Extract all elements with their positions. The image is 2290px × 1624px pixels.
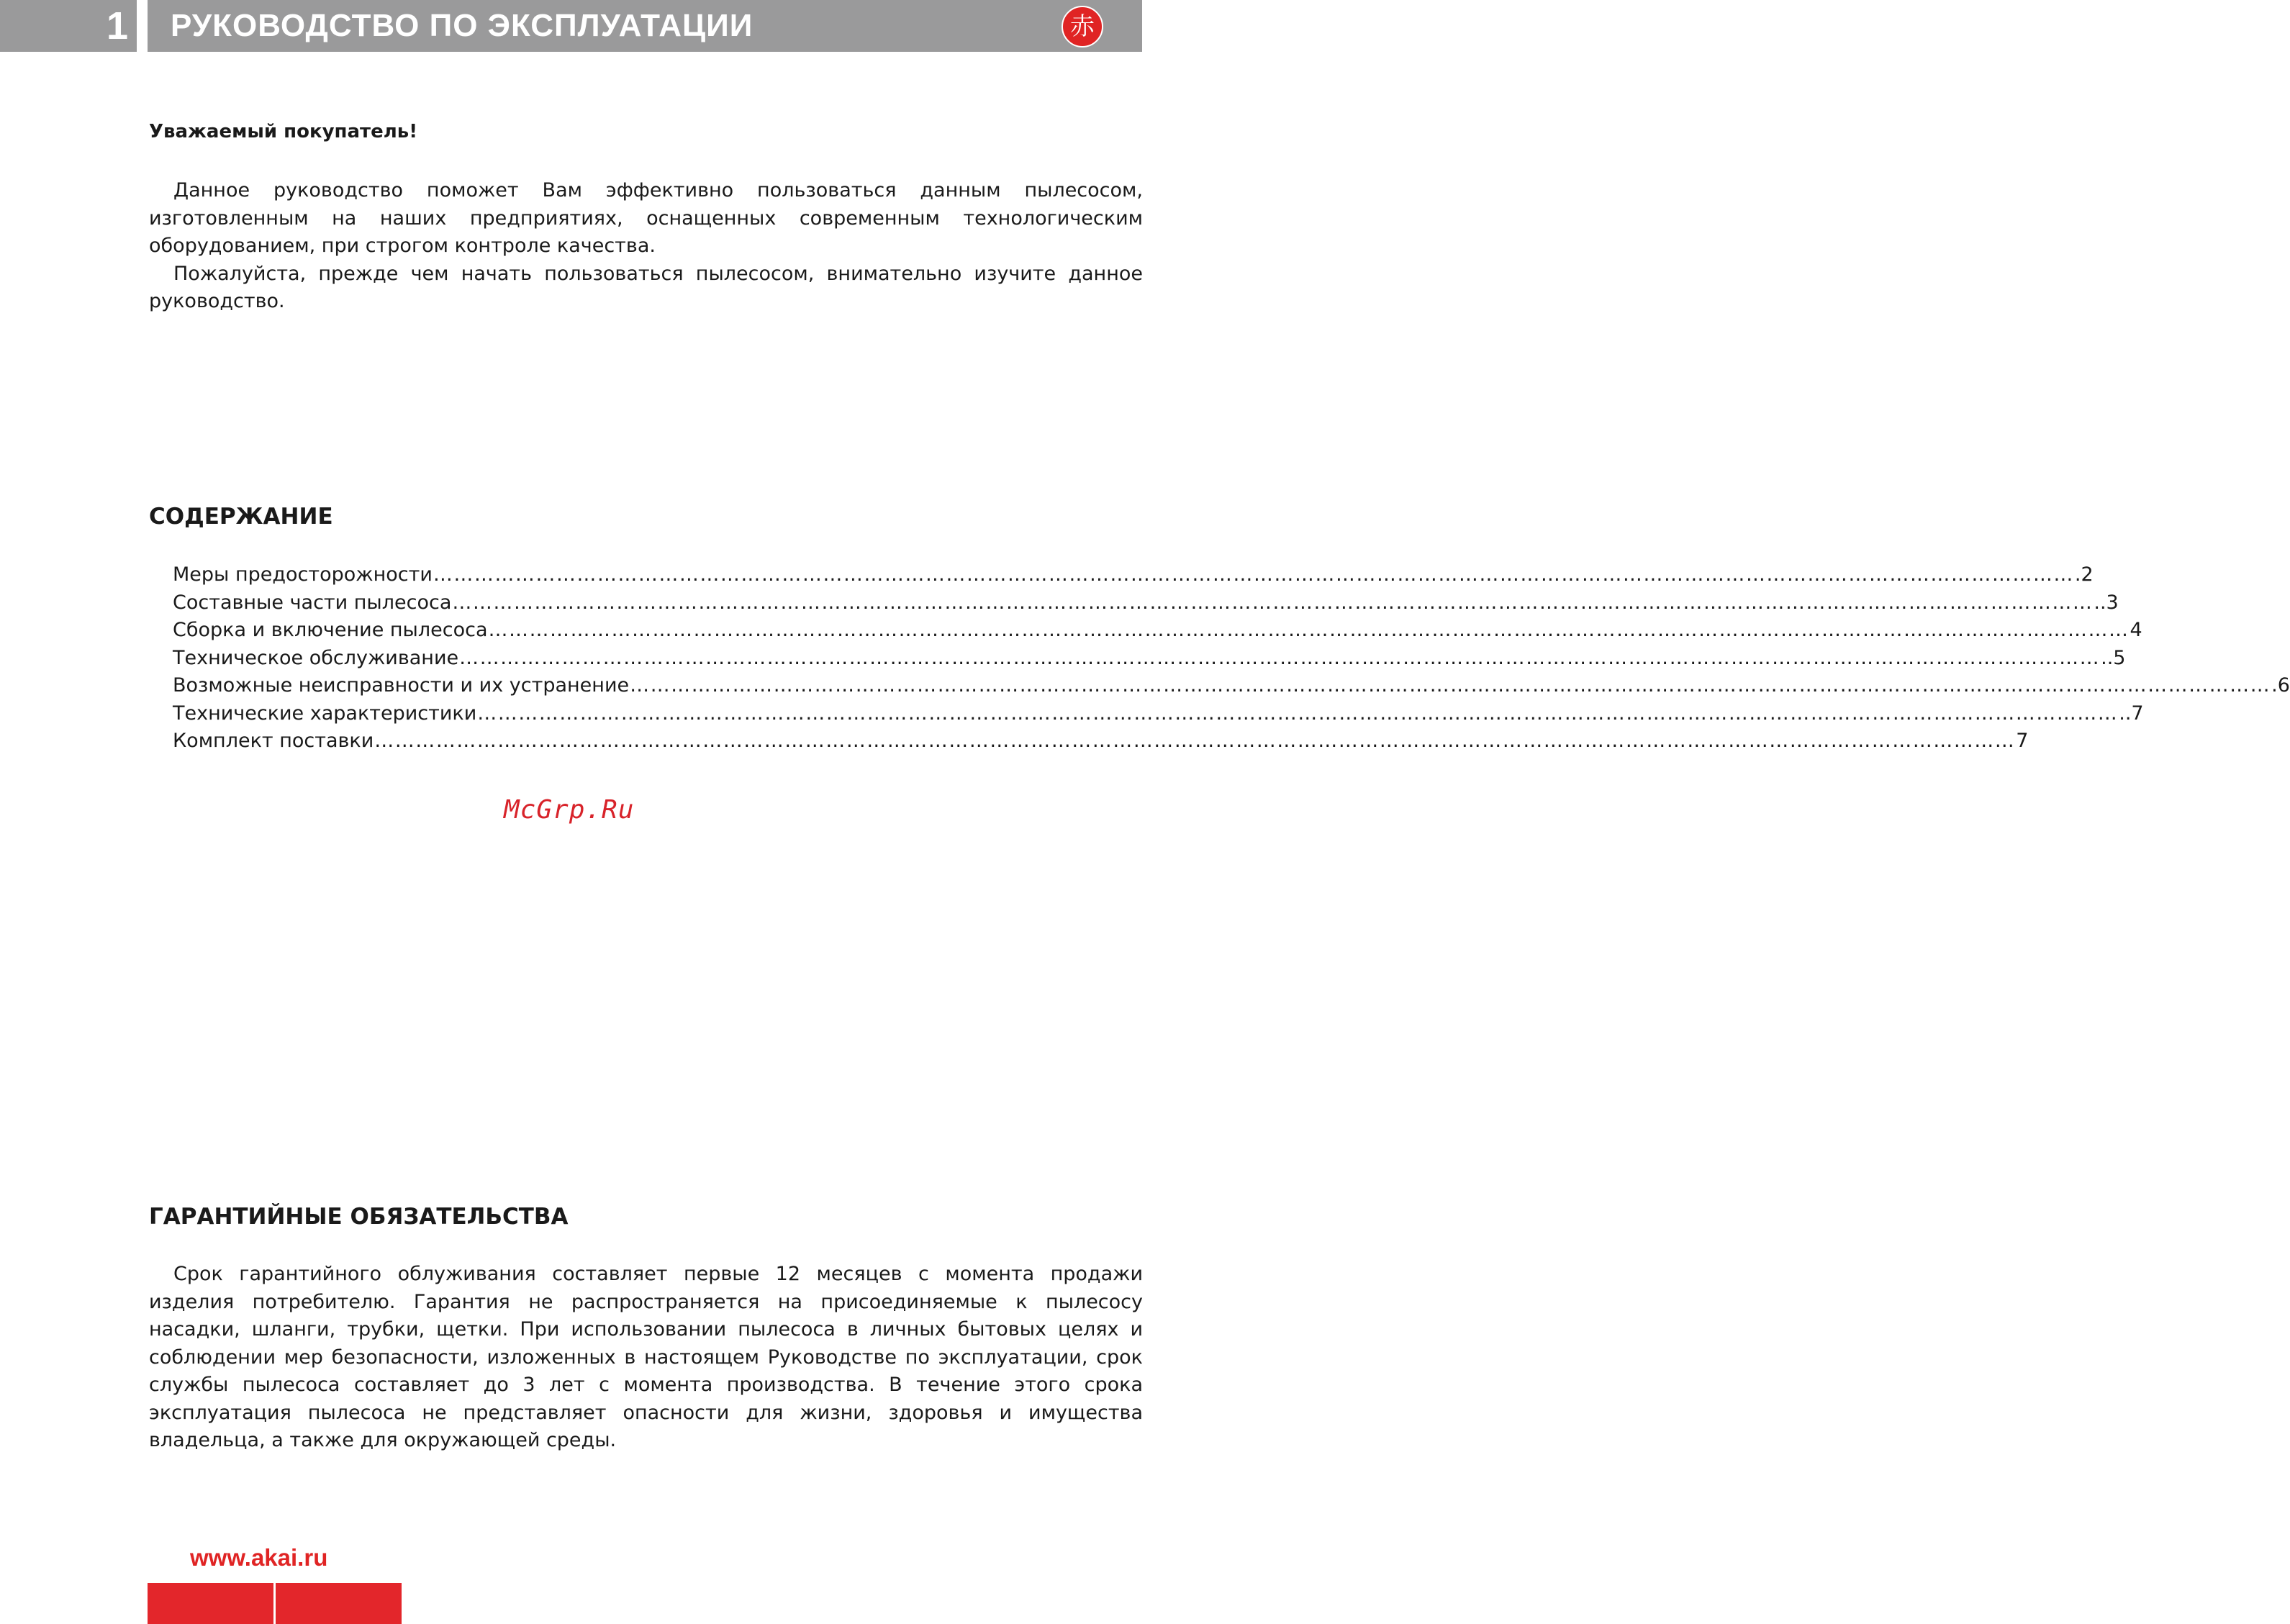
- intro-paragraph-1: Данное руководство поможет Вам эффективно пользоваться данным пылесосом, изготовленным на наших предприятиях, оснащенных современным технологическим оборудованием, при строгом контроле качества.: [149, 179, 1143, 257]
- toc-item[interactable]: [173, 645, 2126, 673]
- toc-heading: СОДЕРЖАНИЕ: [149, 504, 333, 530]
- warranty-heading: ГАРАНТИЙНЫЕ ОБЯЗАТЕЛЬСТВА: [149, 1204, 569, 1230]
- footer-block-left: [148, 1583, 273, 1624]
- toc-item-page: 7: [2016, 730, 2029, 752]
- brand-logo-icon: 赤: [1062, 6, 1103, 47]
- intro-paragraph-2: Пожалуйста, прежде чем начать пользоваться пылесосом, внимательно изучите данное руководство.: [149, 262, 1143, 312]
- toc-leader: ……………………………………………………………………………………………………………………………………………………………………………………………………………………: [374, 730, 2016, 752]
- footer-block-right: [276, 1583, 402, 1624]
- toc-item-title: Сборка и включение пылесоса: [173, 619, 488, 641]
- toc-leader: ……………………………………………………………………………………………………………………………………………………………………………………………………………………: [433, 563, 2074, 586]
- toc-item-page: ..3: [2094, 591, 2119, 614]
- toc-item[interactable]: [173, 617, 2142, 645]
- warranty-text: [149, 1261, 1143, 1455]
- toc-leader: ……………………………………………………………………………………………………………………………………………………………………………………………………………………: [477, 702, 2119, 725]
- warranty-paragraph: Срок гарантийного облуживания составляет первые 12 месяцев с момента продажи изделия потребителю. Гарантия не распространяется на присоединяемые к пылесосу насадки, шланги, трубки, щетки. При использовании пылесоса в личных бытовых целях и соблюдении мер безопасности, изложенных в настоящем Руководстве по эксплуатации, срок службы пылесоса составляет до 3 лет с момента производства. В течение этого срока эксплуатация пылесоса не представляет опасности для жизни, здоровья и имущества владельца, а также для окружающей среды.: [149, 1263, 1143, 1451]
- toc-item[interactable]: [173, 672, 2290, 700]
- toc-item-page: ..5: [2101, 646, 2126, 669]
- intro-text: [149, 177, 1143, 316]
- toc-item-page: ..7: [2119, 702, 2144, 725]
- toc-leader: ……………………………………………………………………………………………………………………………………………………………………………………………………………………: [459, 646, 2101, 669]
- website-link[interactable]: www.akai.ru: [190, 1544, 328, 1571]
- toc-item-title: Меры предосторожности: [173, 563, 433, 586]
- toc-item-page: .6: [2271, 674, 2290, 697]
- header-title: РУКОВОДСТВО ПО ЭКСПЛУАТАЦИИ: [171, 8, 753, 43]
- toc-item[interactable]: [173, 561, 2094, 589]
- toc-item[interactable]: [173, 727, 2029, 756]
- toc-item[interactable]: [173, 700, 2144, 728]
- header-bar: [148, 0, 1142, 52]
- toc-item-title: Техническое обслуживание: [173, 646, 459, 669]
- watermark: McGrp.Ru: [504, 795, 635, 825]
- toc-leader: ……………………………………………………………………………………………………………………………………………………………………………………………………………………: [452, 591, 2094, 614]
- toc-item-title: Технические характеристики: [173, 702, 477, 725]
- toc-item-title: Комплект поставки: [173, 730, 374, 752]
- toc-leader: ……………………………………………………………………………………………………………………………………………………………………………………………………………………: [630, 674, 2271, 697]
- toc-item-page: 4: [2130, 619, 2142, 641]
- page-number: 1: [0, 0, 137, 52]
- toc-item-title: Составные части пылесоса: [173, 591, 452, 614]
- toc-item-page: .2: [2074, 563, 2094, 586]
- greeting: Уважаемый покупатель!: [149, 121, 418, 142]
- toc-leader: ……………………………………………………………………………………………………………………………………………………………………………………………………………………: [488, 619, 2130, 641]
- toc-item[interactable]: [173, 589, 2119, 617]
- table-of-contents: [173, 561, 2290, 756]
- toc-item-title: Возможные неисправности и их устранение: [173, 674, 630, 697]
